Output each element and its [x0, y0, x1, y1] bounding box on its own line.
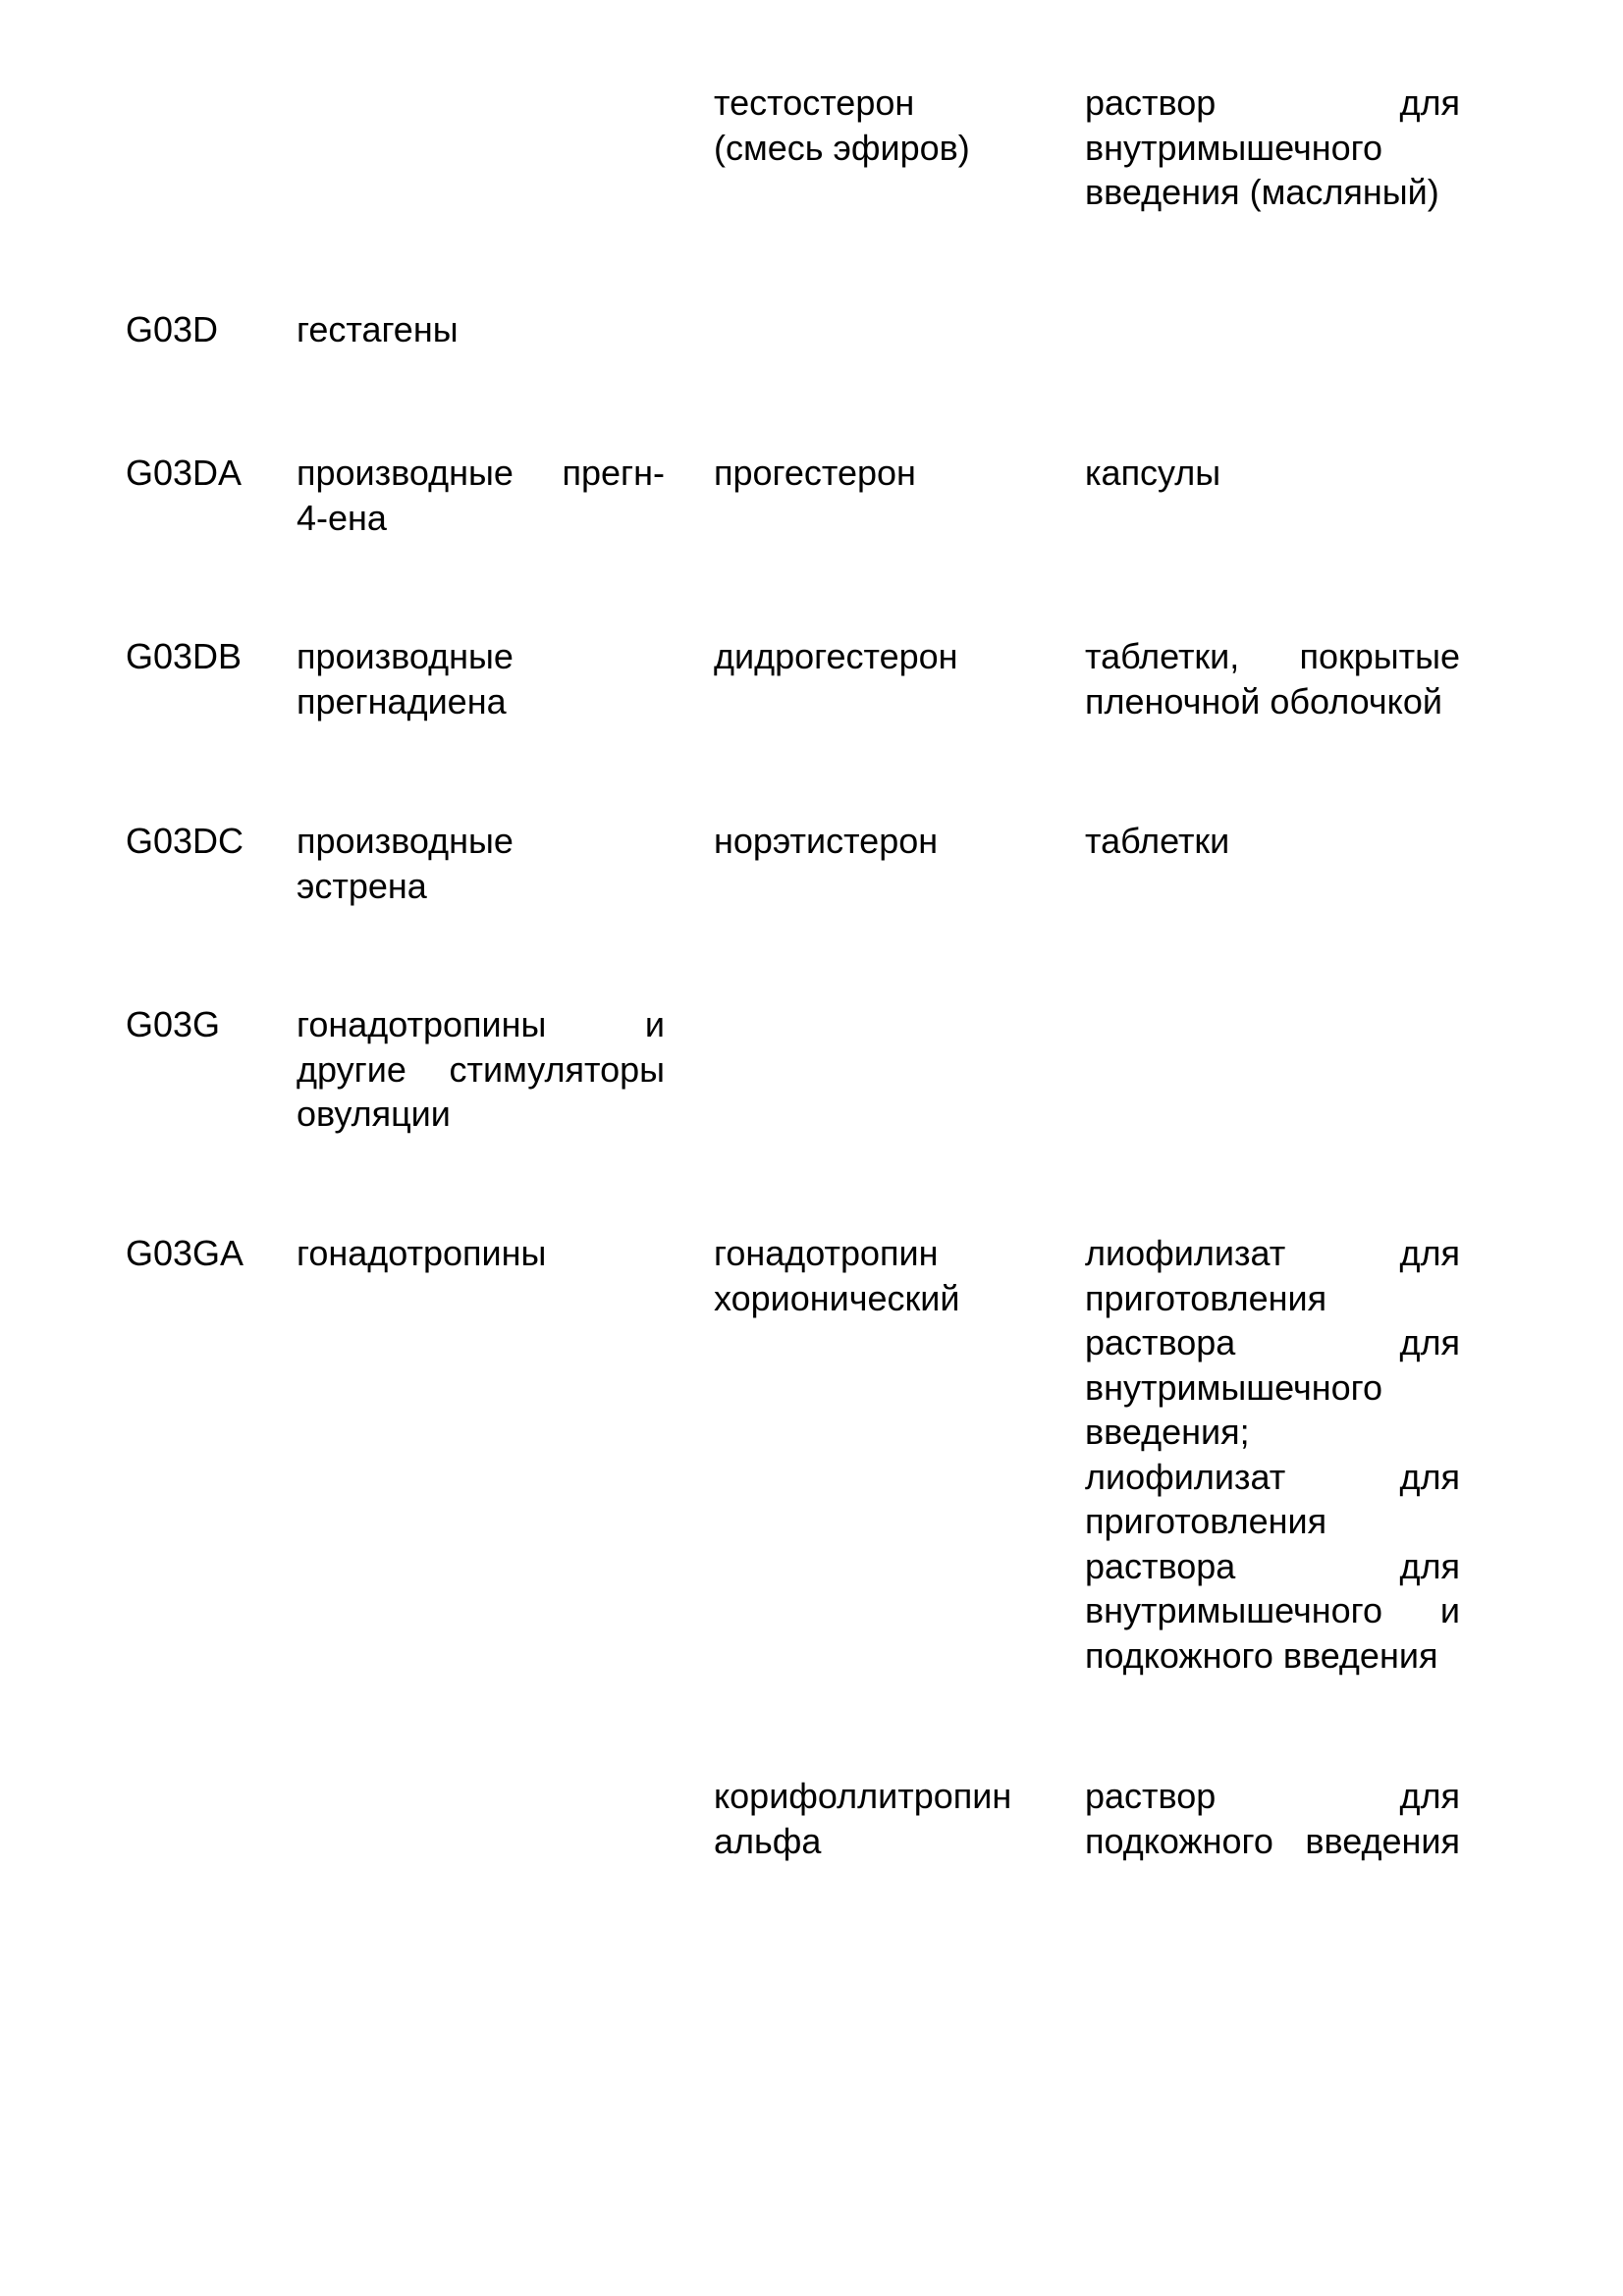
- group-line: овуляции: [297, 1094, 451, 1134]
- dosage-form-cell: [1085, 1231, 1460, 1678]
- form-line: таблетки: [1085, 821, 1230, 861]
- form-line: раствора для: [1085, 1545, 1460, 1586]
- inn-cell: [714, 80, 1043, 170]
- form-line: раствор для: [1085, 82, 1460, 123]
- dosage-form-cell: [1085, 80, 1460, 215]
- form-line: введения;: [1085, 1412, 1250, 1452]
- form-line: раствора для: [1085, 1322, 1460, 1362]
- inn-line: (смесь эфиров): [714, 127, 970, 168]
- form-line: приготовления: [1085, 1277, 1327, 1318]
- inn-line: корифоллитропин: [714, 1776, 1012, 1816]
- inn-line: тестостерон: [714, 82, 915, 123]
- atc-code: G03DA: [126, 453, 243, 493]
- form-line: лиофилизат для: [1085, 1456, 1460, 1497]
- atc-code: G03DC: [126, 821, 244, 861]
- form-line: подкожного введения: [1085, 1634, 1438, 1676]
- inn-cell: [714, 451, 1043, 496]
- dosage-form-cell: [1085, 634, 1460, 723]
- inn-cell: [714, 1774, 1043, 1863]
- group-line: эстрена: [297, 865, 427, 906]
- dosage-form-cell: [1085, 819, 1460, 864]
- group-cell: [297, 307, 665, 352]
- group-line: 4-ена: [297, 497, 387, 538]
- group-line: гонадотропины: [297, 1233, 547, 1273]
- form-line: таблетки, покрытые: [1085, 636, 1460, 676]
- inn-line: альфа: [714, 1820, 822, 1861]
- inn-cell: [714, 1231, 1043, 1320]
- group-cell: [297, 634, 665, 723]
- inn-cell: [714, 634, 1043, 679]
- form-line: пленочной оболочкой: [1085, 680, 1442, 721]
- group-line: гестагены: [297, 309, 459, 349]
- group-cell: [297, 1002, 665, 1137]
- group-line: прегнадиена: [297, 680, 507, 721]
- inn-cell: [714, 819, 1043, 864]
- group-cell: [297, 1231, 665, 1276]
- form-line: капсулы: [1085, 453, 1221, 493]
- form-line: лиофилизат для: [1085, 1233, 1460, 1273]
- inn-line: гонадотропин: [714, 1233, 939, 1273]
- group-cell: [297, 819, 665, 908]
- form-line: введения (масляный): [1085, 172, 1439, 212]
- form-line: внутримышечного и: [1085, 1590, 1460, 1630]
- group-line: другие стимуляторы: [297, 1048, 665, 1090]
- dosage-form-cell: [1085, 451, 1460, 496]
- form-line: приготовления: [1085, 1501, 1327, 1541]
- form-line: внутримышечного: [1085, 127, 1382, 168]
- atc-code: G03DB: [126, 636, 243, 676]
- group-line: гонадотропины и: [297, 1004, 665, 1044]
- dosage-form-cell: [1085, 1774, 1460, 1863]
- form-line: внутримышечного: [1085, 1366, 1382, 1408]
- inn-line: прогестерон: [714, 453, 916, 493]
- form-line: раствор для: [1085, 1776, 1460, 1816]
- inn-line: норэтистерон: [714, 821, 939, 861]
- inn-line: хорионический: [714, 1277, 960, 1318]
- atc-code: G03G: [126, 1004, 221, 1044]
- form-line: подкожного введения: [1085, 1820, 1460, 1861]
- group-line: производные: [297, 636, 514, 676]
- group-cell: [297, 451, 665, 540]
- inn-line: дидрогестерон: [714, 636, 958, 676]
- atc-code: G03GA: [126, 1233, 244, 1273]
- group-line: производные: [297, 821, 514, 861]
- group-line: производные прегн-: [297, 453, 665, 493]
- atc-code: G03D: [126, 309, 219, 349]
